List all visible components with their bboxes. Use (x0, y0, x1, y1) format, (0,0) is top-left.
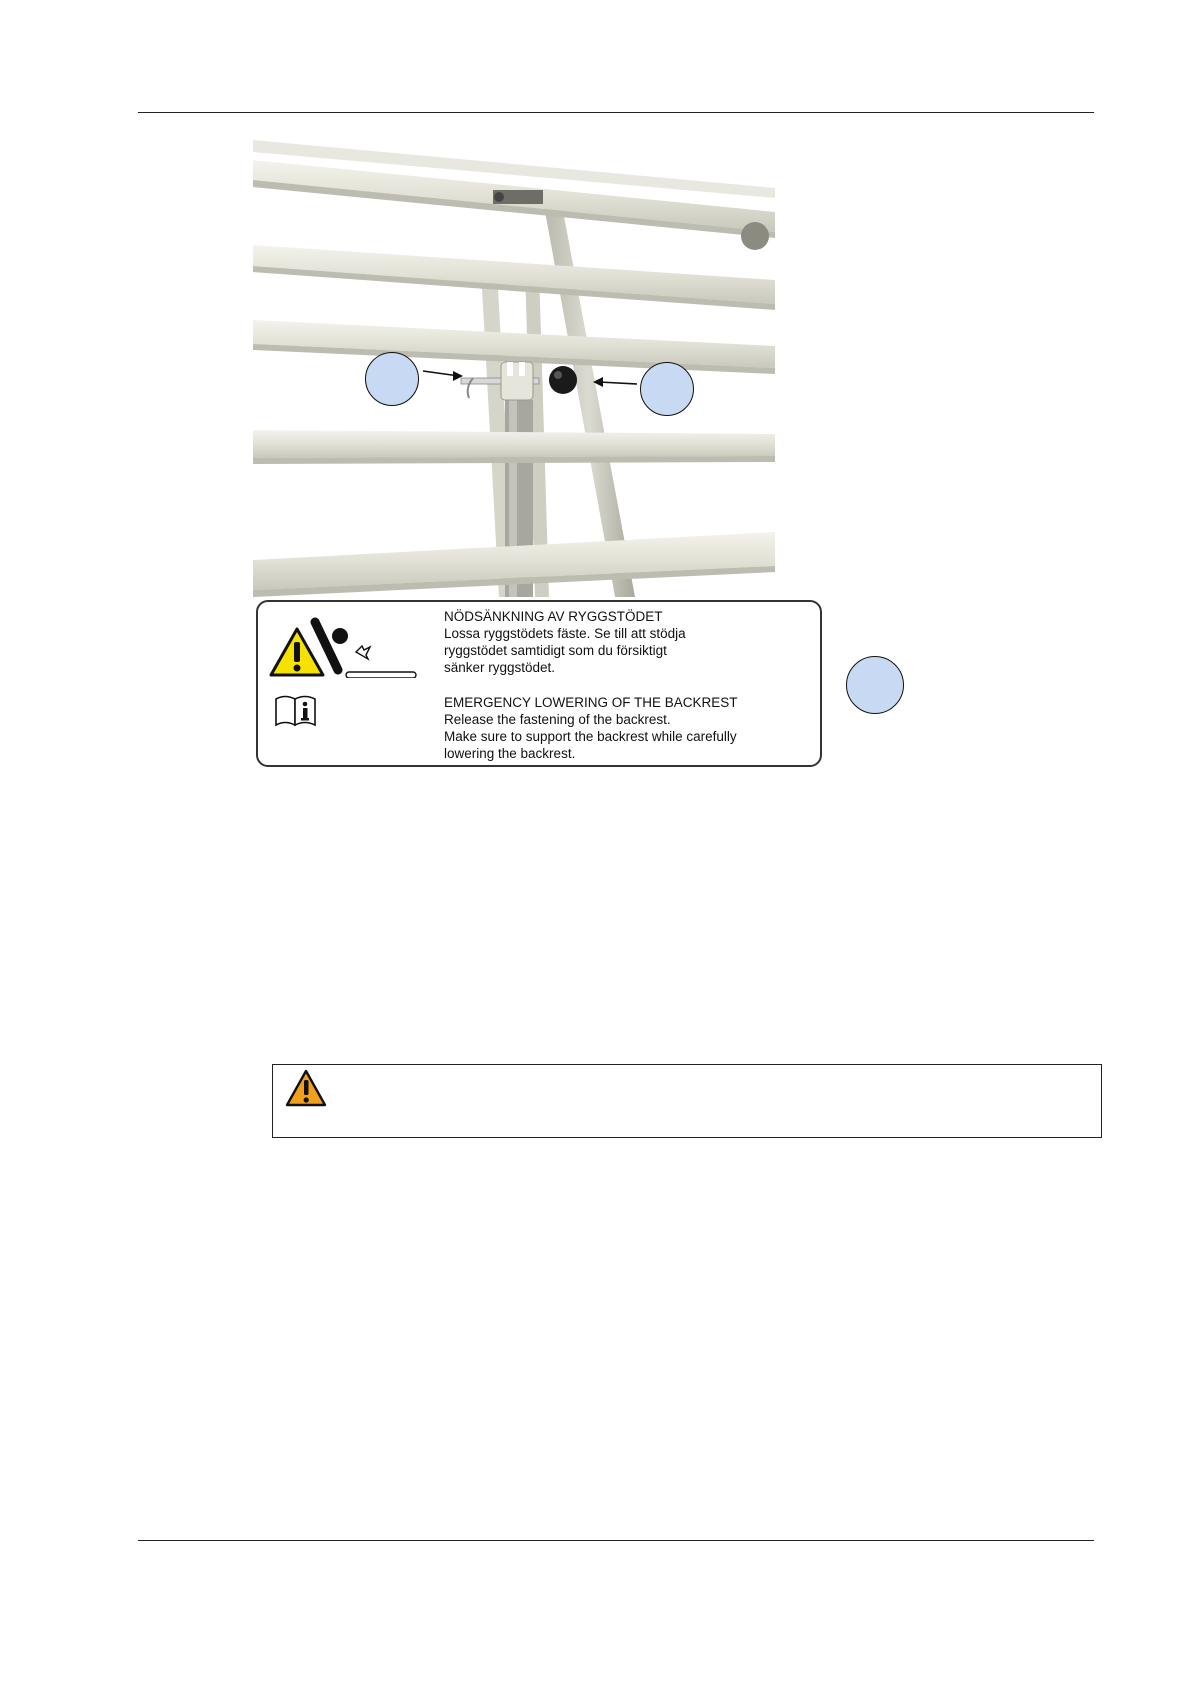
header-rule (138, 112, 1094, 113)
swedish-line: Lossa ryggstödets fäste. Se till att stödja (444, 626, 686, 641)
english-title: EMERGENCY LOWERING OF THE BACKREST (444, 695, 738, 710)
callout-circle-2 (640, 362, 694, 416)
english-line: lowering the backrest. (444, 746, 576, 761)
swedish-line: ryggstödet samtidigt som du försiktigt (444, 643, 667, 658)
english-instructions (444, 694, 738, 762)
caution-icon (285, 1069, 327, 1107)
emergency-lowering-label (256, 600, 822, 767)
english-line: Make sure to support the backrest while carefully (444, 729, 737, 744)
warning-box (272, 1064, 1102, 1138)
footer-rule (138, 1540, 1094, 1541)
swedish-instructions (444, 608, 686, 676)
swedish-title: NÖDSÄNKNING AV RYGGSTÖDET (444, 609, 663, 624)
callout-circle-1 (365, 352, 419, 406)
backrest-lowering-icon (310, 616, 420, 678)
english-line: Release the fastening of the backrest. (444, 712, 671, 727)
swedish-line: sänker ryggstödet. (444, 660, 556, 675)
manual-info-icon (274, 694, 318, 728)
backrest-frame-photo (253, 140, 775, 597)
callout-circle-3 (846, 656, 904, 714)
